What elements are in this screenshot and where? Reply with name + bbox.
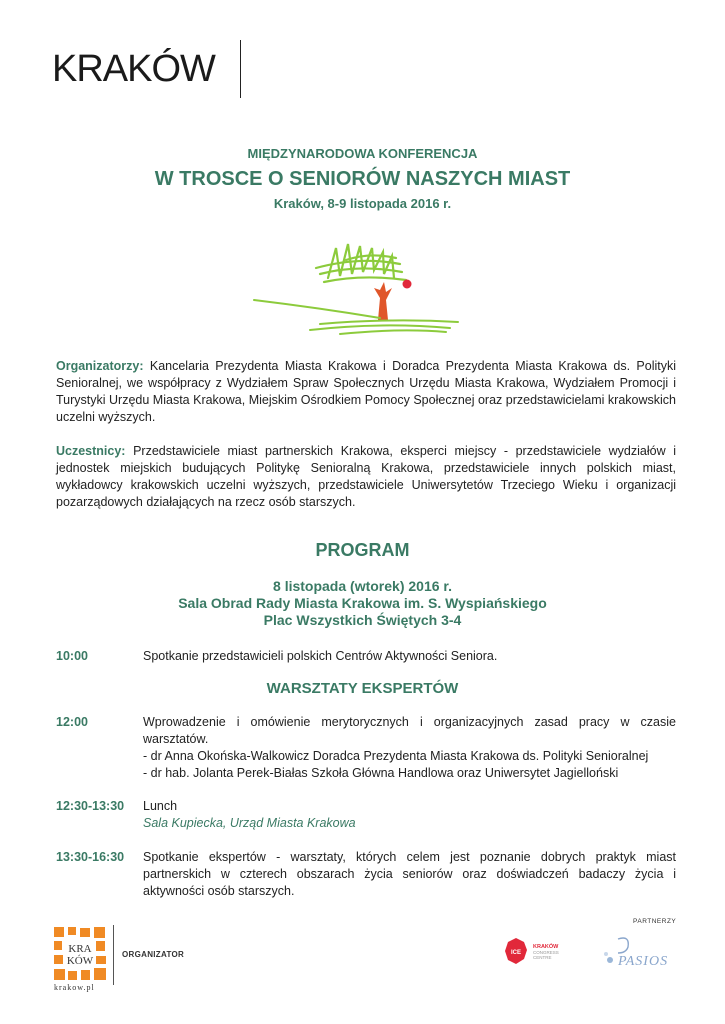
participants-label: Uczestnicy: bbox=[56, 444, 126, 458]
organizer-label: ORGANIZATOR bbox=[122, 950, 185, 959]
schedule-description: Spotkanie przedstawicieli polskich Centrów Aktywności Seniora. bbox=[143, 649, 498, 663]
tree-trunk bbox=[374, 282, 392, 320]
organizers-paragraph bbox=[56, 358, 676, 426]
kcc-line3: CENTRE bbox=[533, 955, 552, 960]
partners-label: PARTNERZY bbox=[633, 918, 677, 925]
organizer-url: krakow.pl bbox=[54, 983, 95, 992]
schedule-description-block bbox=[143, 714, 676, 782]
tree-illustration bbox=[250, 238, 465, 338]
program-day: 8 listopada (wtorek) 2016 r. bbox=[273, 578, 452, 594]
logo-word-line1: KRA bbox=[68, 943, 92, 955]
schedule-time: 13:30-16:30 bbox=[56, 850, 125, 864]
pasios-wordmark: PASIOS bbox=[618, 954, 669, 969]
conference-date: Kraków, 8-9 listopada 2016 r. bbox=[273, 196, 452, 211]
grass-ground bbox=[254, 300, 458, 334]
kcc-badge: ICE bbox=[510, 950, 522, 956]
schedule-description-block bbox=[143, 798, 676, 832]
schedule-description: Spotkanie ekspertów - warsztaty, których celem jest poznanie dobrych praktyk miast partnerskich w czterech obszarach życia seniorów oraz doświadczeń badaczy życia i aktywności osób starszych. bbox=[143, 850, 676, 898]
schedule-place: Sala Kupiecka, Urząd Miasta Krakowa bbox=[143, 816, 356, 830]
program-title: PROGRAM bbox=[315, 540, 410, 560]
program-venue: Sala Obrad Rady Miasta Krakowa im. S. Wyspiańskiego bbox=[178, 595, 547, 611]
organizers-text: Kancelaria Prezydenta Miasta Krakowa i Doradca Prezydenta Miasta Krakowa ds. Polityki Senioralnej, we współpracy z Wydziałem Spraw Społecznych Urzędu Miasta Krakowa, Wydziałem Promocji i Turystyki Urzędu Miasta Krakowa, Miejskim Ośrodkiem Pomocy Społecznej oraz przedstawicielami krakowskich uczelni wyższych. bbox=[56, 359, 676, 424]
conference-subtitle: MIĘDZYNARODOWA KONFERENCJA bbox=[247, 146, 478, 161]
participants-paragraph bbox=[56, 443, 676, 511]
kcc-line2: CONGRESS bbox=[533, 950, 559, 955]
krakow-congress-centre-logo bbox=[502, 935, 582, 969]
apple-icon bbox=[403, 280, 412, 289]
organizers-label: Organizatorzy: bbox=[56, 359, 144, 373]
schedule-description: Lunch bbox=[143, 799, 178, 813]
logo-divider bbox=[240, 40, 241, 98]
pasios-logo bbox=[600, 935, 682, 969]
schedule-time: 12:30-13:30 bbox=[56, 799, 125, 813]
krakow-pl-logo bbox=[52, 925, 108, 983]
speaker-line: - dr Anna Okońska-Walkowicz Doradca Prezydenta Miasta Krakowa ds. Polityki Senioralnej bbox=[143, 749, 649, 763]
krakow-logo: KRAKÓW bbox=[52, 48, 215, 90]
workshops-title: WARSZTATY EKSPERTÓW bbox=[266, 680, 459, 697]
program-day-block bbox=[0, 578, 725, 629]
tree-crown bbox=[316, 244, 406, 282]
schedule-time: 10:00 bbox=[56, 649, 88, 663]
conference-title: W TROSCE O SENIORÓW NASZYCH MIAST bbox=[154, 168, 571, 190]
kcc-line1: KRAKÓW bbox=[533, 944, 559, 950]
program-address: Plac Wszystkich Świętych 3-4 bbox=[263, 612, 462, 628]
logo-word-line2: KÓW bbox=[66, 955, 94, 967]
speaker-line: - dr hab. Jolanta Perek-Białas Szkoła Główna Handlowa oraz Uniwersytet Jagielloński bbox=[143, 766, 619, 780]
participants-text: Przedstawiciele miast partnerskich Krakowa, eksperci miejscy - przedstawiciele wydziałów i jednostek miejskich budujących Politykę Senioralną Krakowa, przedstawiciele innych polskich miast, wykładowcy krakowskich uczelni wyższych, przedstawiciele Uniwersytetów Trzeciego Wieku i organizacji pozarządowych działających na rzecz osób starszych. bbox=[56, 444, 676, 509]
organizer-divider bbox=[113, 925, 114, 985]
schedule-description: Wprowadzenie i omówienie merytorycznych i organizacyjnych zasad pracy w czasie warsztatów. bbox=[143, 715, 676, 746]
schedule-time: 12:00 bbox=[56, 715, 88, 729]
